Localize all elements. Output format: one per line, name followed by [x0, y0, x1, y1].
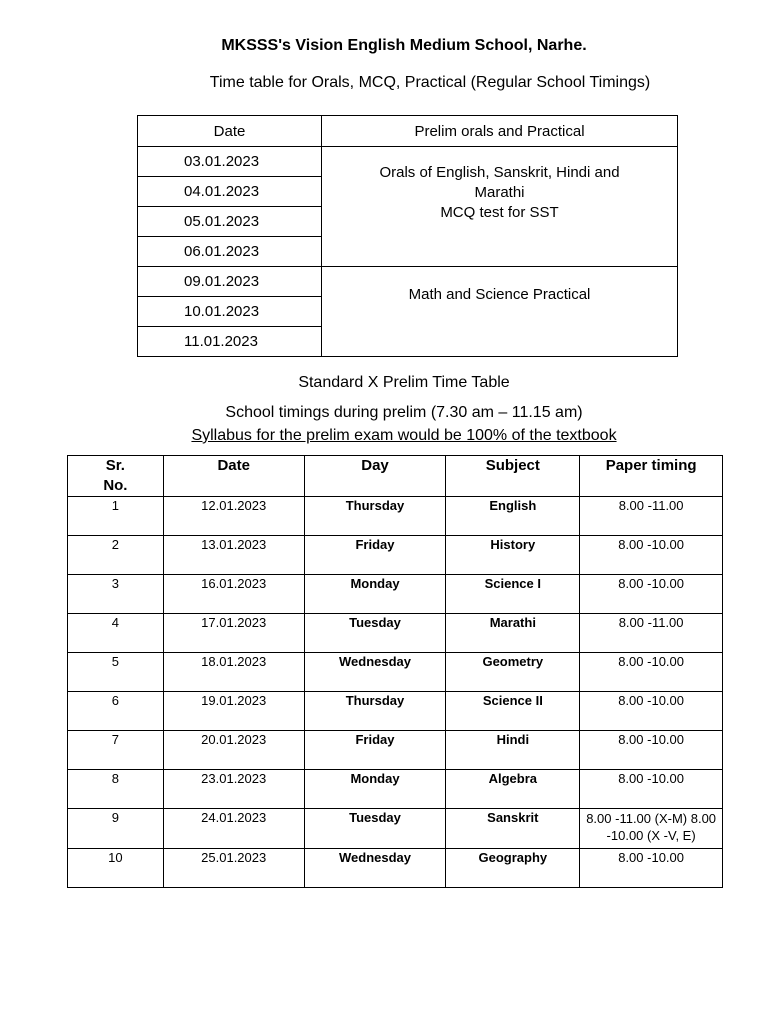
prelim-timetable	[67, 455, 723, 888]
orals-date: 06.01.2023	[138, 237, 322, 267]
sr-no-cell: 1	[68, 497, 164, 536]
date-cell: 17.01.2023	[163, 614, 304, 653]
table-row	[68, 731, 723, 770]
paper-timing-cell: 8.00 -11.00	[580, 614, 723, 653]
sr-no-cell: 5	[68, 653, 164, 692]
table-row	[68, 575, 723, 614]
subject-cell: Science II	[446, 692, 580, 731]
sr-no-cell: 4	[68, 614, 164, 653]
date-cell: 13.01.2023	[163, 536, 304, 575]
subject-cell: Sanskrit	[446, 809, 580, 849]
orals-date: 11.01.2023	[138, 327, 322, 357]
table-row	[68, 849, 723, 888]
table-row	[68, 770, 723, 809]
day-header: Day	[304, 456, 446, 497]
sr-no-cell: 8	[68, 770, 164, 809]
date-cell: 18.01.2023	[163, 653, 304, 692]
prelim-timing-note: School timings during prelim (7.30 am – 11.15 am)	[225, 404, 583, 421]
subject-cell: Hindi	[446, 731, 580, 770]
day-cell: Thursday	[304, 692, 446, 731]
paper-timing-cell: 8.00 -11.00 (X-M) 8.00 -10.00 (X -V, E)	[580, 809, 723, 849]
paper-timing-cell: 8.00 -11.00	[580, 497, 723, 536]
orals-group2-line1: Math and Science Practical	[408, 286, 591, 303]
orals-date: 09.01.2023	[138, 267, 322, 297]
prelim-header-row	[68, 456, 723, 497]
sr-no-header	[68, 456, 164, 497]
paper-timing-cell: 8.00 -10.00	[580, 575, 723, 614]
subject-cell: Geography	[446, 849, 580, 888]
subject-cell: Geometry	[446, 653, 580, 692]
paper-timing-cell: 8.00 -10.00	[580, 731, 723, 770]
orals-date-header: Date	[138, 116, 322, 147]
paper-timing-cell: 8.00 -10.00	[580, 536, 723, 575]
date-cell: 20.01.2023	[163, 731, 304, 770]
sr-no-cell: 3	[68, 575, 164, 614]
orals-date: 03.01.2023	[138, 147, 322, 177]
day-cell: Tuesday	[304, 809, 446, 849]
sr-no-cell: 6	[68, 692, 164, 731]
day-cell: Monday	[304, 770, 446, 809]
subject-cell: Science I	[446, 575, 580, 614]
sr-no-cell: 9	[68, 809, 164, 849]
date-cell: 16.01.2023	[163, 575, 304, 614]
subject-header: Subject	[446, 456, 580, 497]
date-header: Date	[163, 456, 304, 497]
orals-header-row	[138, 116, 678, 147]
sr-no-cell: 7	[68, 731, 164, 770]
sr-header-line1: Sr.	[105, 457, 125, 474]
orals-date: 05.01.2023	[138, 207, 322, 237]
day-cell: Wednesday	[304, 849, 446, 888]
orals-date: 10.01.2023	[138, 297, 322, 327]
orals-group1-line3: MCQ test for SST	[440, 204, 559, 221]
date-cell: 25.01.2023	[163, 849, 304, 888]
day-cell: Thursday	[304, 497, 446, 536]
sr-no-cell: 10	[68, 849, 164, 888]
paper-timing-cell: 8.00 -10.00	[580, 653, 723, 692]
table-row	[68, 692, 723, 731]
orals-subject-header: Prelim orals and Practical	[322, 116, 678, 147]
paper-timing-cell: 8.00 -10.00	[580, 849, 723, 888]
orals-group2-subject	[322, 267, 678, 357]
day-cell: Wednesday	[304, 653, 446, 692]
table-row	[68, 497, 723, 536]
paper-timing-header: Paper timing	[580, 456, 723, 497]
school-name: MKSSS's Vision English Medium School, Narhe.	[221, 37, 587, 54]
orals-date: 04.01.2023	[138, 177, 322, 207]
date-cell: 12.01.2023	[163, 497, 304, 536]
table-row	[68, 536, 723, 575]
table-row	[68, 614, 723, 653]
subject-cell: Algebra	[446, 770, 580, 809]
day-cell: Friday	[304, 731, 446, 770]
date-cell: 24.01.2023	[163, 809, 304, 849]
sr-header-line2: No.	[103, 477, 128, 494]
subject-cell: History	[446, 536, 580, 575]
table-row	[68, 809, 723, 849]
orals-group1-line1: Orals of English, Sanskrit, Hindi and	[379, 164, 620, 181]
day-cell: Tuesday	[304, 614, 446, 653]
prelim-syllabus-note: Syllabus for the prelim exam would be 100% of the textbook	[191, 427, 617, 444]
day-cell: Friday	[304, 536, 446, 575]
orals-timetable-title: Time table for Orals, MCQ, Practical (Regular School Timings)	[209, 74, 651, 91]
prelim-body	[68, 497, 723, 888]
orals-row	[138, 147, 678, 177]
paper-timing-cell: 8.00 -10.00	[580, 692, 723, 731]
day-cell: Monday	[304, 575, 446, 614]
sr-no-cell: 2	[68, 536, 164, 575]
orals-practical-table	[137, 115, 678, 357]
orals-group1-subject	[322, 147, 678, 267]
prelim-title: Standard X Prelim Time Table	[298, 374, 510, 391]
table-row	[68, 653, 723, 692]
subject-cell: Marathi	[446, 614, 580, 653]
date-cell: 23.01.2023	[163, 770, 304, 809]
paper-timing-cell: 8.00 -10.00	[580, 770, 723, 809]
date-cell: 19.01.2023	[163, 692, 304, 731]
subject-cell: English	[446, 497, 580, 536]
orals-group1-line2: Marathi	[474, 184, 525, 201]
orals-row	[138, 267, 678, 297]
